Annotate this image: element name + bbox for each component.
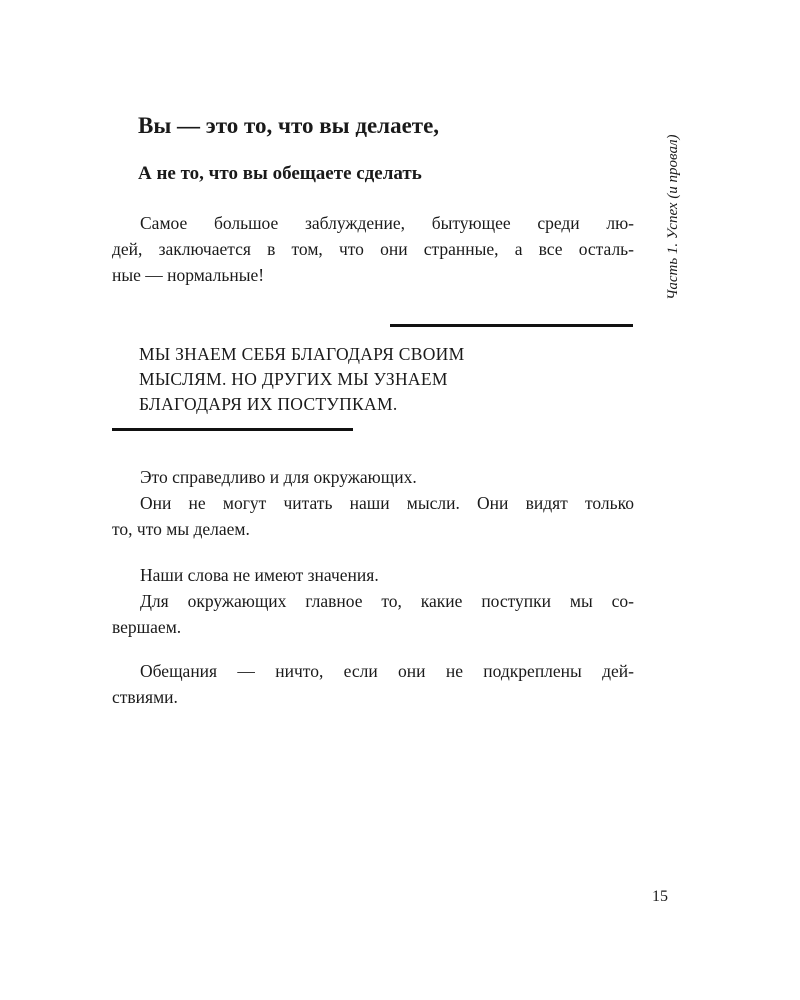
quote-rule-top: [390, 324, 633, 327]
paragraph-line: Наши слова не имеют значения.: [140, 565, 379, 585]
chapter-heading: Вы — это то, что вы делаете,: [138, 113, 440, 138]
paragraph-line: ствиями.: [112, 687, 178, 707]
paragraph-line: то, что мы делаем.: [112, 519, 250, 539]
paragraph-line: дей, заключается в том, что они странные, а все осталь-: [112, 239, 634, 259]
paragraph-line: вершаем.: [112, 617, 182, 637]
intro-paragraph: [112, 210, 634, 288]
chapter-subheading: А не то, что вы обещаете сделать: [138, 163, 422, 184]
quote-line: БЛАГОДАРЯ ИХ ПОСТУПКАМ.: [139, 394, 398, 414]
body-paragraph: [112, 562, 634, 640]
paragraph-line: Самое большое заблуждение, бытующее среди лю-: [140, 213, 634, 233]
quote-rule-bottom: [112, 428, 353, 431]
pull-quote: [139, 342, 464, 417]
paragraph-line: ные — нормальные!: [112, 265, 265, 285]
page-number: 15: [652, 888, 668, 905]
body-paragraph: [112, 464, 634, 542]
body-paragraph: [112, 658, 634, 710]
paragraph-line: Это справедливо и для окружающих.: [140, 467, 417, 487]
running-head: Часть 1. Успех (и провал): [665, 134, 681, 300]
quote-line: МЫСЛЯМ. НО ДРУГИХ МЫ УЗНАЕМ: [139, 369, 448, 389]
paragraph-line: Для окружающих главное то, какие поступки мы со-: [140, 591, 634, 611]
paragraph-line: Они не могут читать наши мысли. Они видят только: [140, 493, 634, 513]
quote-line: МЫ ЗНАЕМ СЕБЯ БЛАГОДАРЯ СВОИМ: [139, 344, 465, 364]
paragraph-line: Обещания — ничто, если они не подкреплены дей-: [140, 661, 634, 681]
